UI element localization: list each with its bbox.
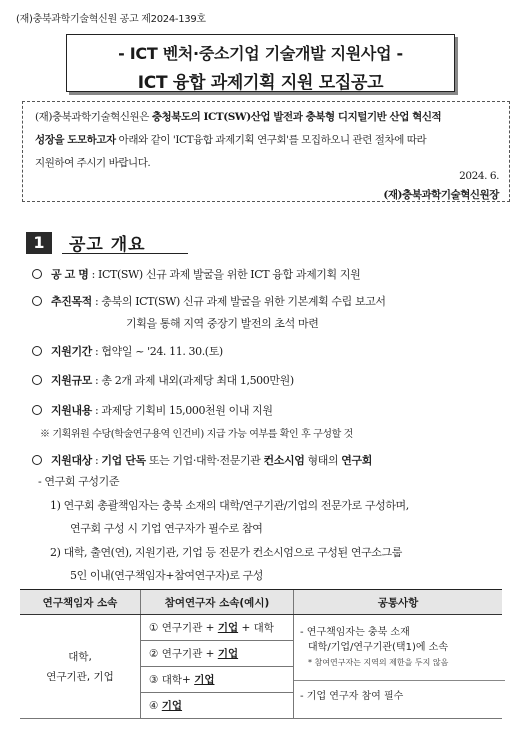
item-label: 지원대상 [51,454,92,467]
sub-item-2: 2) 대학, 출연(연), 지원기관, 기업 등 전문가 컨소시엄으로 구성된 연구소그룹 [50,546,402,559]
page-title: ICT 융합 과제기획 지원 모집공고 [137,73,384,93]
composition-table [20,589,502,719]
circle-bullet-icon [32,269,42,279]
sub-item-2-cont: 5인 이내(연구책임자+참여연구자)로 구성 [70,569,264,582]
participant-emphasis: 기업 [217,622,239,634]
row-number: ④ [149,700,159,712]
row-number: ③ [149,674,159,686]
item-purpose-cont: 기획을 통해 지역 중장기 발전의 초석 마련 [126,317,319,330]
section-number-badge: 1 [26,232,52,254]
lead-affiliation-text: 대학, [68,650,92,663]
intro-date: 2024. 6. [459,170,499,182]
row-number: ② [149,648,159,660]
intro-emphasis: 충청북도의 ICT(SW)산업 발전과 충북형 디지털기반 산업 혁신적 [151,111,442,123]
intro-line-1 [35,106,501,129]
section-title-underline [62,253,188,254]
intro-box [22,101,510,202]
intro-emphasis: 성장을 도모하고자 [35,134,116,146]
lead-affiliation-text: 연구기관, 기업 [46,670,114,683]
circle-bullet-icon [32,346,42,356]
item-purpose [32,293,386,309]
title-subline: - ICT 벤처·중소기업 기술개발 지원사업 - [118,44,403,63]
common-text: - 연구책임자는 충북 소재 [300,627,410,638]
participant-cell [141,615,294,641]
row-number: ① [149,622,159,634]
item-note: ※ 기획위원 수당(학술연구용역 인건비) 지급 가능 여부를 확인 후 구성할 것 [40,429,353,440]
item-label: 지원규모 [51,374,92,387]
item-value: : 협약일 ~ '24. 11. 30.(토) [95,345,223,358]
circle-bullet-icon [32,405,42,415]
item-scale [32,372,294,388]
item-value: : 총 2개 과제 내외(과제당 최대 1,500만원) [95,374,294,387]
item-value: 형태의 [304,454,342,467]
intro-line-3: 지원하여 주시기 바랍니다. [35,157,151,169]
common-cell [294,615,503,719]
sub-item-1-cont: 연구회 구성 시 기업 연구자가 필수로 참여 [70,522,263,535]
participant-text: 연구기관 + [161,648,218,660]
circle-bullet-icon [32,455,42,465]
intro-text: 아래와 같이 'ICT융합 과제기획 연구회'를 모집하오니 관련 절차에 따라 [115,134,427,146]
table-header-cell: 공통사항 [294,590,503,615]
notice-number: (재)충북과학기술혁신원 공고 제2024-139호 [16,14,206,25]
item-value: : 과제당 기획비 15,000천원 이내 지원 [95,404,273,417]
intro-text: (재)충북과학기술혁신원은 [35,111,152,123]
intro-org: (재)충북과학기술혁신원장 [383,189,499,201]
participant-cell [141,641,294,667]
circle-bullet-icon [32,296,42,306]
common-text: - 기업 연구자 참여 필수 [300,691,404,702]
sub-heading: - 연구회 구성기준 [38,475,120,488]
item-period [32,343,223,359]
common-note: * 참여연구자는 지역의 제한을 두지 않음 [308,658,449,667]
table-header-cell: 참여연구자 소속(예시) [141,590,294,615]
item-value: : 충북의 ICT(SW) 신규 과제 발굴을 위한 기본계획 수립 보고서 [95,295,386,308]
table-header-row [20,590,502,615]
item-label: 지원기간 [51,345,92,358]
item-value: : ICT(SW) 신규 과제 발굴을 위한 ICT 융합 과제기획 지원 [91,268,361,281]
participant-cell [141,667,294,693]
participant-emphasis: 기업 [217,648,239,660]
participant-text: 연구기관 + [161,622,218,634]
participant-cell [141,693,294,719]
participant-emphasis: 기업 [194,674,215,686]
common-text: 대학/기업/연구기관(택1)에 소속 [308,642,449,653]
section-title: 공고 개요 [69,235,146,255]
table-row [20,615,502,641]
item-value: : [95,454,102,467]
intro-line-2 [35,129,501,152]
participant-text: 대학+ [161,674,195,686]
item-emphasis: 기업 단독 [101,454,146,467]
item-label: 추진목적 [51,295,92,308]
title-box [66,34,455,92]
circle-bullet-icon [32,375,42,385]
common-divider [294,680,505,681]
table-header-cell: 연구책임자 소속 [20,590,141,615]
participant-text: + 대학 [238,622,274,634]
item-value: 또는 기업·대학·전문기관 [145,454,264,467]
item-label: 지원내용 [51,404,92,417]
item-label: 공 고 명 [51,268,89,281]
item-content [32,402,273,418]
item-target [32,452,372,468]
item-name [32,266,360,282]
participant-emphasis: 기업 [161,700,183,712]
sub-item-1: 1) 연구회 총괄책임자는 충북 소재의 대학/연구기관/기업의 전문가로 구성하며, [50,499,409,512]
item-emphasis: 연구회 [341,454,372,467]
item-emphasis: 컨소시엄 [263,454,305,467]
lead-affiliation-cell [20,615,141,719]
